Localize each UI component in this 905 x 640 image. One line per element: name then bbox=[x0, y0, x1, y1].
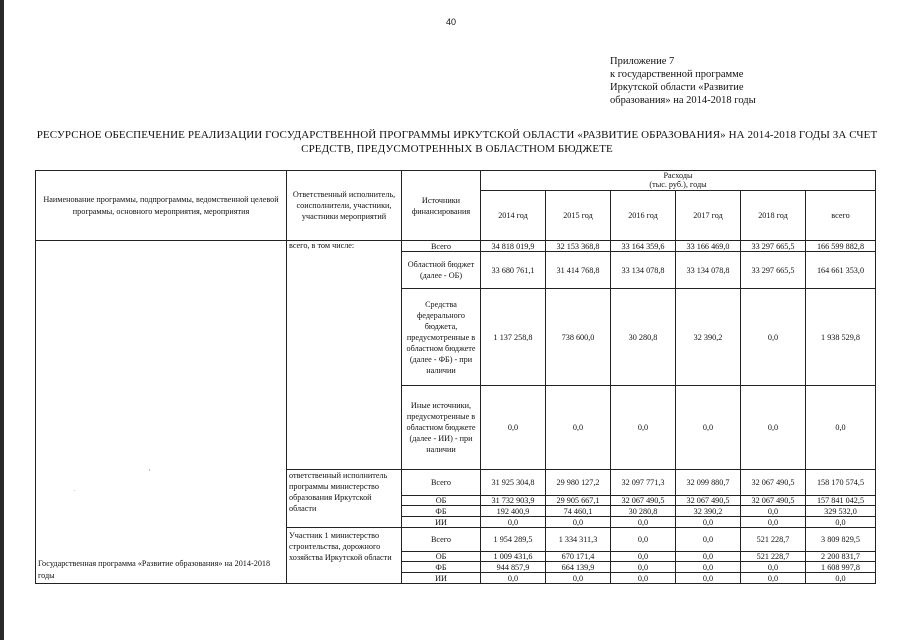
value-cell: 1 954 289,5 bbox=[481, 528, 546, 552]
value-cell: 1 137 258,8 bbox=[481, 289, 546, 386]
source-cell: Иные источники, предусмотренные в областном бюджете (далее - ИИ) - при наличии bbox=[402, 386, 481, 470]
appendix-line-4: образования» на 2014-2018 годы bbox=[610, 95, 756, 106]
value-cell: 0,0 bbox=[676, 517, 741, 528]
value-cell: 0,0 bbox=[481, 573, 546, 584]
value-cell: 32 067 490,5 bbox=[741, 470, 806, 496]
value-cell: 33 164 359,6 bbox=[611, 241, 676, 252]
value-cell: 0,0 bbox=[611, 552, 676, 562]
document-heading bbox=[28, 128, 886, 156]
header-total: всего bbox=[806, 191, 876, 241]
value-cell: 329 532,0 bbox=[806, 506, 876, 517]
value-cell: 0,0 bbox=[741, 506, 806, 517]
funding-table bbox=[35, 170, 876, 584]
header-year-2018: 2018 год bbox=[741, 191, 806, 241]
appendix-line-2: к государственной программе bbox=[610, 69, 744, 80]
value-cell: 3 809 829,5 bbox=[806, 528, 876, 552]
header-executor: Ответственный исполнитель, соисполнители, участники, участники мероприятий bbox=[287, 171, 402, 241]
program-name-cell bbox=[36, 241, 287, 584]
scan-edge bbox=[0, 0, 4, 640]
source-cell: ОБ bbox=[402, 496, 481, 506]
heading-line-2: СРЕДСТВ, ПРЕДУСМОТРЕННЫХ В ОБЛАСТНОМ БЮДЖЕТЕ bbox=[301, 143, 613, 155]
value-cell: 1 938 529,8 bbox=[806, 289, 876, 386]
value-cell: 0,0 bbox=[676, 562, 741, 573]
value-cell: 0,0 bbox=[611, 562, 676, 573]
value-cell: 0,0 bbox=[546, 386, 611, 470]
source-cell: ИИ bbox=[402, 573, 481, 584]
header-program-name: Наименование программы, подпрограммы, ведомственной целевой программы, основного мероприятия, мероприятия bbox=[36, 171, 287, 241]
value-cell: 0,0 bbox=[741, 562, 806, 573]
header-year-2014: 2014 год bbox=[481, 191, 546, 241]
value-cell: 1 009 431,6 bbox=[481, 552, 546, 562]
page-number: 40 bbox=[446, 17, 457, 27]
program-name: Государственная программа «Развитие образования» на 2014-2018 годы bbox=[38, 559, 271, 580]
value-cell: 29 905 667,1 bbox=[546, 496, 611, 506]
value-cell: 32 099 880,7 bbox=[676, 470, 741, 496]
value-cell: 30 280,8 bbox=[611, 506, 676, 517]
executor-cell: Участник 1 министерство строительства, дорожного хозяйства Иркутской области bbox=[287, 528, 402, 584]
value-cell: 0,0 bbox=[611, 386, 676, 470]
value-cell: 670 171,4 bbox=[546, 552, 611, 562]
value-cell: 32 153 368,8 bbox=[546, 241, 611, 252]
value-cell: 29 980 127,2 bbox=[546, 470, 611, 496]
executor-cell: всего, в том числе: bbox=[287, 241, 402, 470]
executor-cell: ответственный исполнитель программы министерство образования Иркутской области bbox=[287, 470, 402, 528]
value-cell: 192 400,9 bbox=[481, 506, 546, 517]
value-cell: 0,0 bbox=[741, 386, 806, 470]
value-cell: 1 608 997,8 bbox=[806, 562, 876, 573]
value-cell: 164 661 353,0 bbox=[806, 252, 876, 289]
value-cell: 0,0 bbox=[611, 573, 676, 584]
value-cell: 33 297 665,5 bbox=[741, 241, 806, 252]
value-cell: 738 600,0 bbox=[546, 289, 611, 386]
value-cell: 0,0 bbox=[806, 573, 876, 584]
value-cell: 30 280,8 bbox=[611, 289, 676, 386]
value-cell: 0,0 bbox=[741, 573, 806, 584]
source-cell: Средства федерального бюджета, предусмотренные в областном бюджете (далее - ФБ) - при наличии bbox=[402, 289, 481, 386]
source-cell: Всего bbox=[402, 241, 481, 252]
value-cell: 0,0 bbox=[481, 386, 546, 470]
value-cell: 31 925 304,8 bbox=[481, 470, 546, 496]
value-cell: 944 857,9 bbox=[481, 562, 546, 573]
value-cell: 32 067 490,5 bbox=[611, 496, 676, 506]
source-cell: ФБ bbox=[402, 562, 481, 573]
value-cell: 33 134 078,8 bbox=[676, 252, 741, 289]
value-cell: 31 732 903,9 bbox=[481, 496, 546, 506]
value-cell: 0,0 bbox=[611, 528, 676, 552]
heading-line-1: РЕСУРСНОЕ ОБЕСПЕЧЕНИЕ РЕАЛИЗАЦИИ ГОСУДАРСТВЕННОЙ ПРОГРАММЫ ИРКУТСКОЙ ОБЛАСТИ «РАЗВИТИЕ ОБРАЗОВАНИЯ» НА 2014-2018 ГОДЫ ЗА СЧЕТ bbox=[36, 129, 878, 141]
value-cell: 0,0 bbox=[676, 573, 741, 584]
value-cell: 1 334 311,3 bbox=[546, 528, 611, 552]
value-cell: 33 297 665,5 bbox=[741, 252, 806, 289]
value-cell: 2 200 831,7 bbox=[806, 552, 876, 562]
value-cell: 32 097 771,3 bbox=[611, 470, 676, 496]
value-cell: 664 139,9 bbox=[546, 562, 611, 573]
value-cell: 32 390,2 bbox=[676, 289, 741, 386]
value-cell: 31 414 768,8 bbox=[546, 252, 611, 289]
value-cell: 0,0 bbox=[676, 528, 741, 552]
value-cell: 32 067 490,5 bbox=[676, 496, 741, 506]
value-cell: 0,0 bbox=[546, 573, 611, 584]
value-cell: 33 134 078,8 bbox=[611, 252, 676, 289]
value-cell: 158 170 574,5 bbox=[806, 470, 876, 496]
appendix-note bbox=[610, 55, 756, 107]
header-source: Источники финансирования bbox=[402, 171, 481, 241]
source-cell: Всего bbox=[402, 470, 481, 496]
value-cell: 0,0 bbox=[806, 386, 876, 470]
value-cell: 521 228,7 bbox=[741, 552, 806, 562]
table-row bbox=[36, 241, 876, 252]
value-cell: 157 841 042,5 bbox=[806, 496, 876, 506]
header-year-2016: 2016 год bbox=[611, 191, 676, 241]
value-cell: 0,0 bbox=[676, 552, 741, 562]
value-cell: 0,0 bbox=[741, 517, 806, 528]
value-cell: 0,0 bbox=[546, 517, 611, 528]
scan-speck: · bbox=[148, 466, 151, 475]
appendix-line-1: Приложение 7 bbox=[610, 56, 675, 67]
source-cell: ИИ bbox=[402, 517, 481, 528]
header-expenses: Расходы bbox=[481, 171, 876, 181]
scan-speck-2: . bbox=[74, 487, 76, 493]
value-cell: 0,0 bbox=[676, 386, 741, 470]
value-cell: 32 067 490,5 bbox=[741, 496, 806, 506]
value-cell: 33 166 469,0 bbox=[676, 241, 741, 252]
value-cell: 521 228,7 bbox=[741, 528, 806, 552]
appendix-line-3: Иркутской области «Развитие bbox=[610, 82, 744, 93]
source-cell: ОБ bbox=[402, 552, 481, 562]
value-cell: 0,0 bbox=[741, 289, 806, 386]
source-cell: Всего bbox=[402, 528, 481, 552]
header-units: (тыс. руб.), годы bbox=[481, 180, 876, 191]
value-cell: 0,0 bbox=[611, 517, 676, 528]
header-year-2015: 2015 год bbox=[546, 191, 611, 241]
value-cell: 33 680 761,1 bbox=[481, 252, 546, 289]
header-year-2017: 2017 год bbox=[676, 191, 741, 241]
value-cell: 166 599 882,8 bbox=[806, 241, 876, 252]
value-cell: 32 390,2 bbox=[676, 506, 741, 517]
source-cell: Областной бюджет (далее - ОБ) bbox=[402, 252, 481, 289]
value-cell: 0,0 bbox=[806, 517, 876, 528]
value-cell: 34 818 019,9 bbox=[481, 241, 546, 252]
value-cell: 0,0 bbox=[481, 517, 546, 528]
source-cell: ФБ bbox=[402, 506, 481, 517]
value-cell: 74 460,1 bbox=[546, 506, 611, 517]
